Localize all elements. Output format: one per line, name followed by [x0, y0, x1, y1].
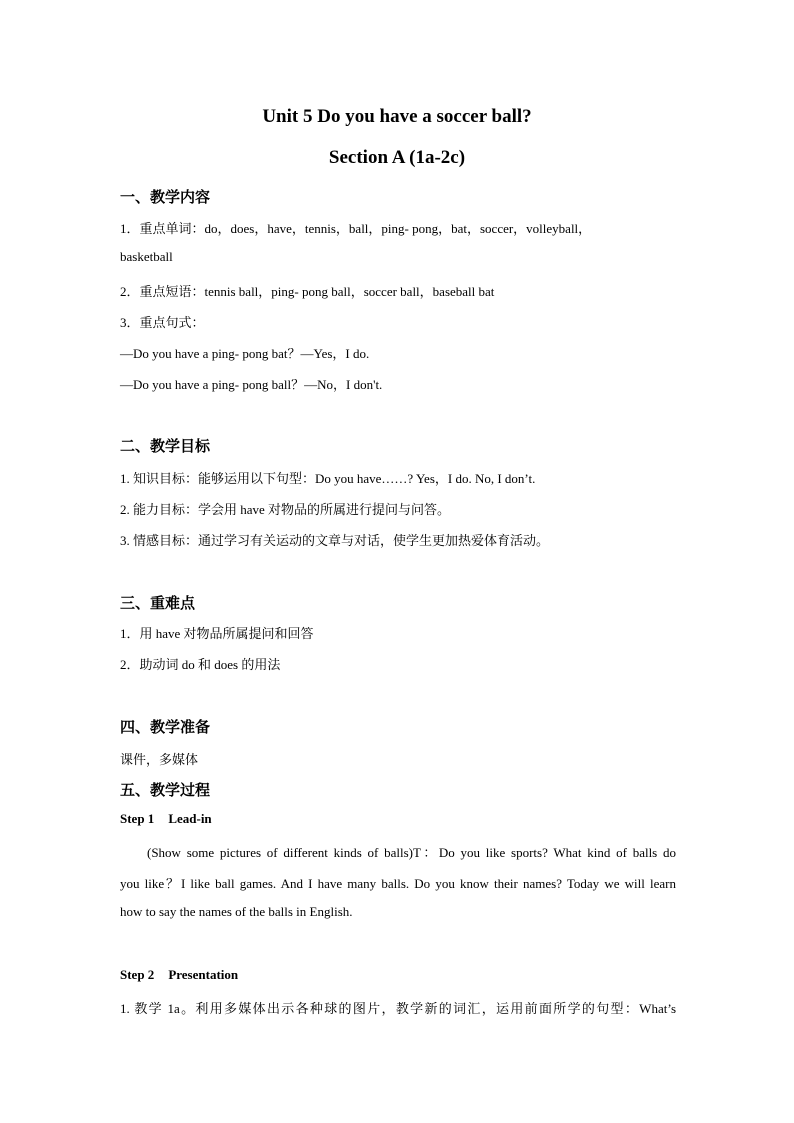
- section-heading-key-points: 三、重难点: [120, 594, 196, 612]
- key-point-item: 1．用 have 对物品所属提问和回答: [120, 626, 314, 641]
- step-title: Presentation: [168, 967, 239, 982]
- step-title: Lead-in: [168, 811, 212, 826]
- step-paragraph-line: 1. 教学 1a。利用多媒体出示各种球的图片，教学新的词汇，运用前面所学的句型：What’s: [120, 1001, 676, 1016]
- key-phrases-line: 2．重点短语：tennis ball，ping- pong ball，soccer ball，baseball bat: [120, 284, 495, 299]
- key-point-item: 2．助动词 do 和 does 的用法: [120, 657, 281, 672]
- objective-item: 2. 能力目标：学会用 have 对物品的所属进行提问与问答。: [120, 502, 451, 517]
- dialog-line: —Do you have a ping- pong ball？—No，I don't.: [120, 377, 383, 392]
- objective-item: 3. 情感目标：通过学习有关运动的文章与对话，使学生更加热爱体育活动。: [120, 533, 550, 548]
- preparation-text: 课件，多媒体: [120, 752, 199, 767]
- document-title: Unit 5 Do you have a soccer ball?: [262, 106, 532, 127]
- key-sentences-label: 3．重点句式：: [120, 315, 205, 330]
- step-paragraph-line: you like？I like ball games. And I have many balls. Do you know their names? Today we will learn: [120, 876, 676, 891]
- section-heading-preparation: 四、教学准备: [120, 718, 211, 736]
- key-words-line-continued: basketball: [120, 249, 173, 264]
- section-heading-objectives: 二、教学目标: [120, 437, 211, 455]
- key-words-line: 1．重点单词：do，does，have，tennis，ball，ping- pong，bat，soccer，volleyball，: [120, 221, 592, 236]
- section-heading-content: 一、教学内容: [120, 188, 211, 206]
- step-paragraph-line: (Show some pictures of different kinds of balls)T：Do you like sports? What kind of balls do: [147, 845, 676, 860]
- section-heading-process: 五、教学过程: [120, 781, 211, 799]
- step-heading: [120, 967, 238, 983]
- dialog-line: —Do you have a ping- pong bat？—Yes，I do.: [120, 346, 370, 361]
- step-heading: [120, 811, 212, 827]
- objective-item: 1. 知识目标：能够运用以下句型：Do you have……? Yes，I do. No, I don’t.: [120, 471, 536, 486]
- step-number: Step 1: [120, 811, 155, 826]
- step-paragraph-line: how to say the names of the balls in English.: [120, 904, 353, 919]
- step-number: Step 2: [120, 967, 155, 982]
- document-subtitle: Section A (1a-2c): [328, 147, 466, 168]
